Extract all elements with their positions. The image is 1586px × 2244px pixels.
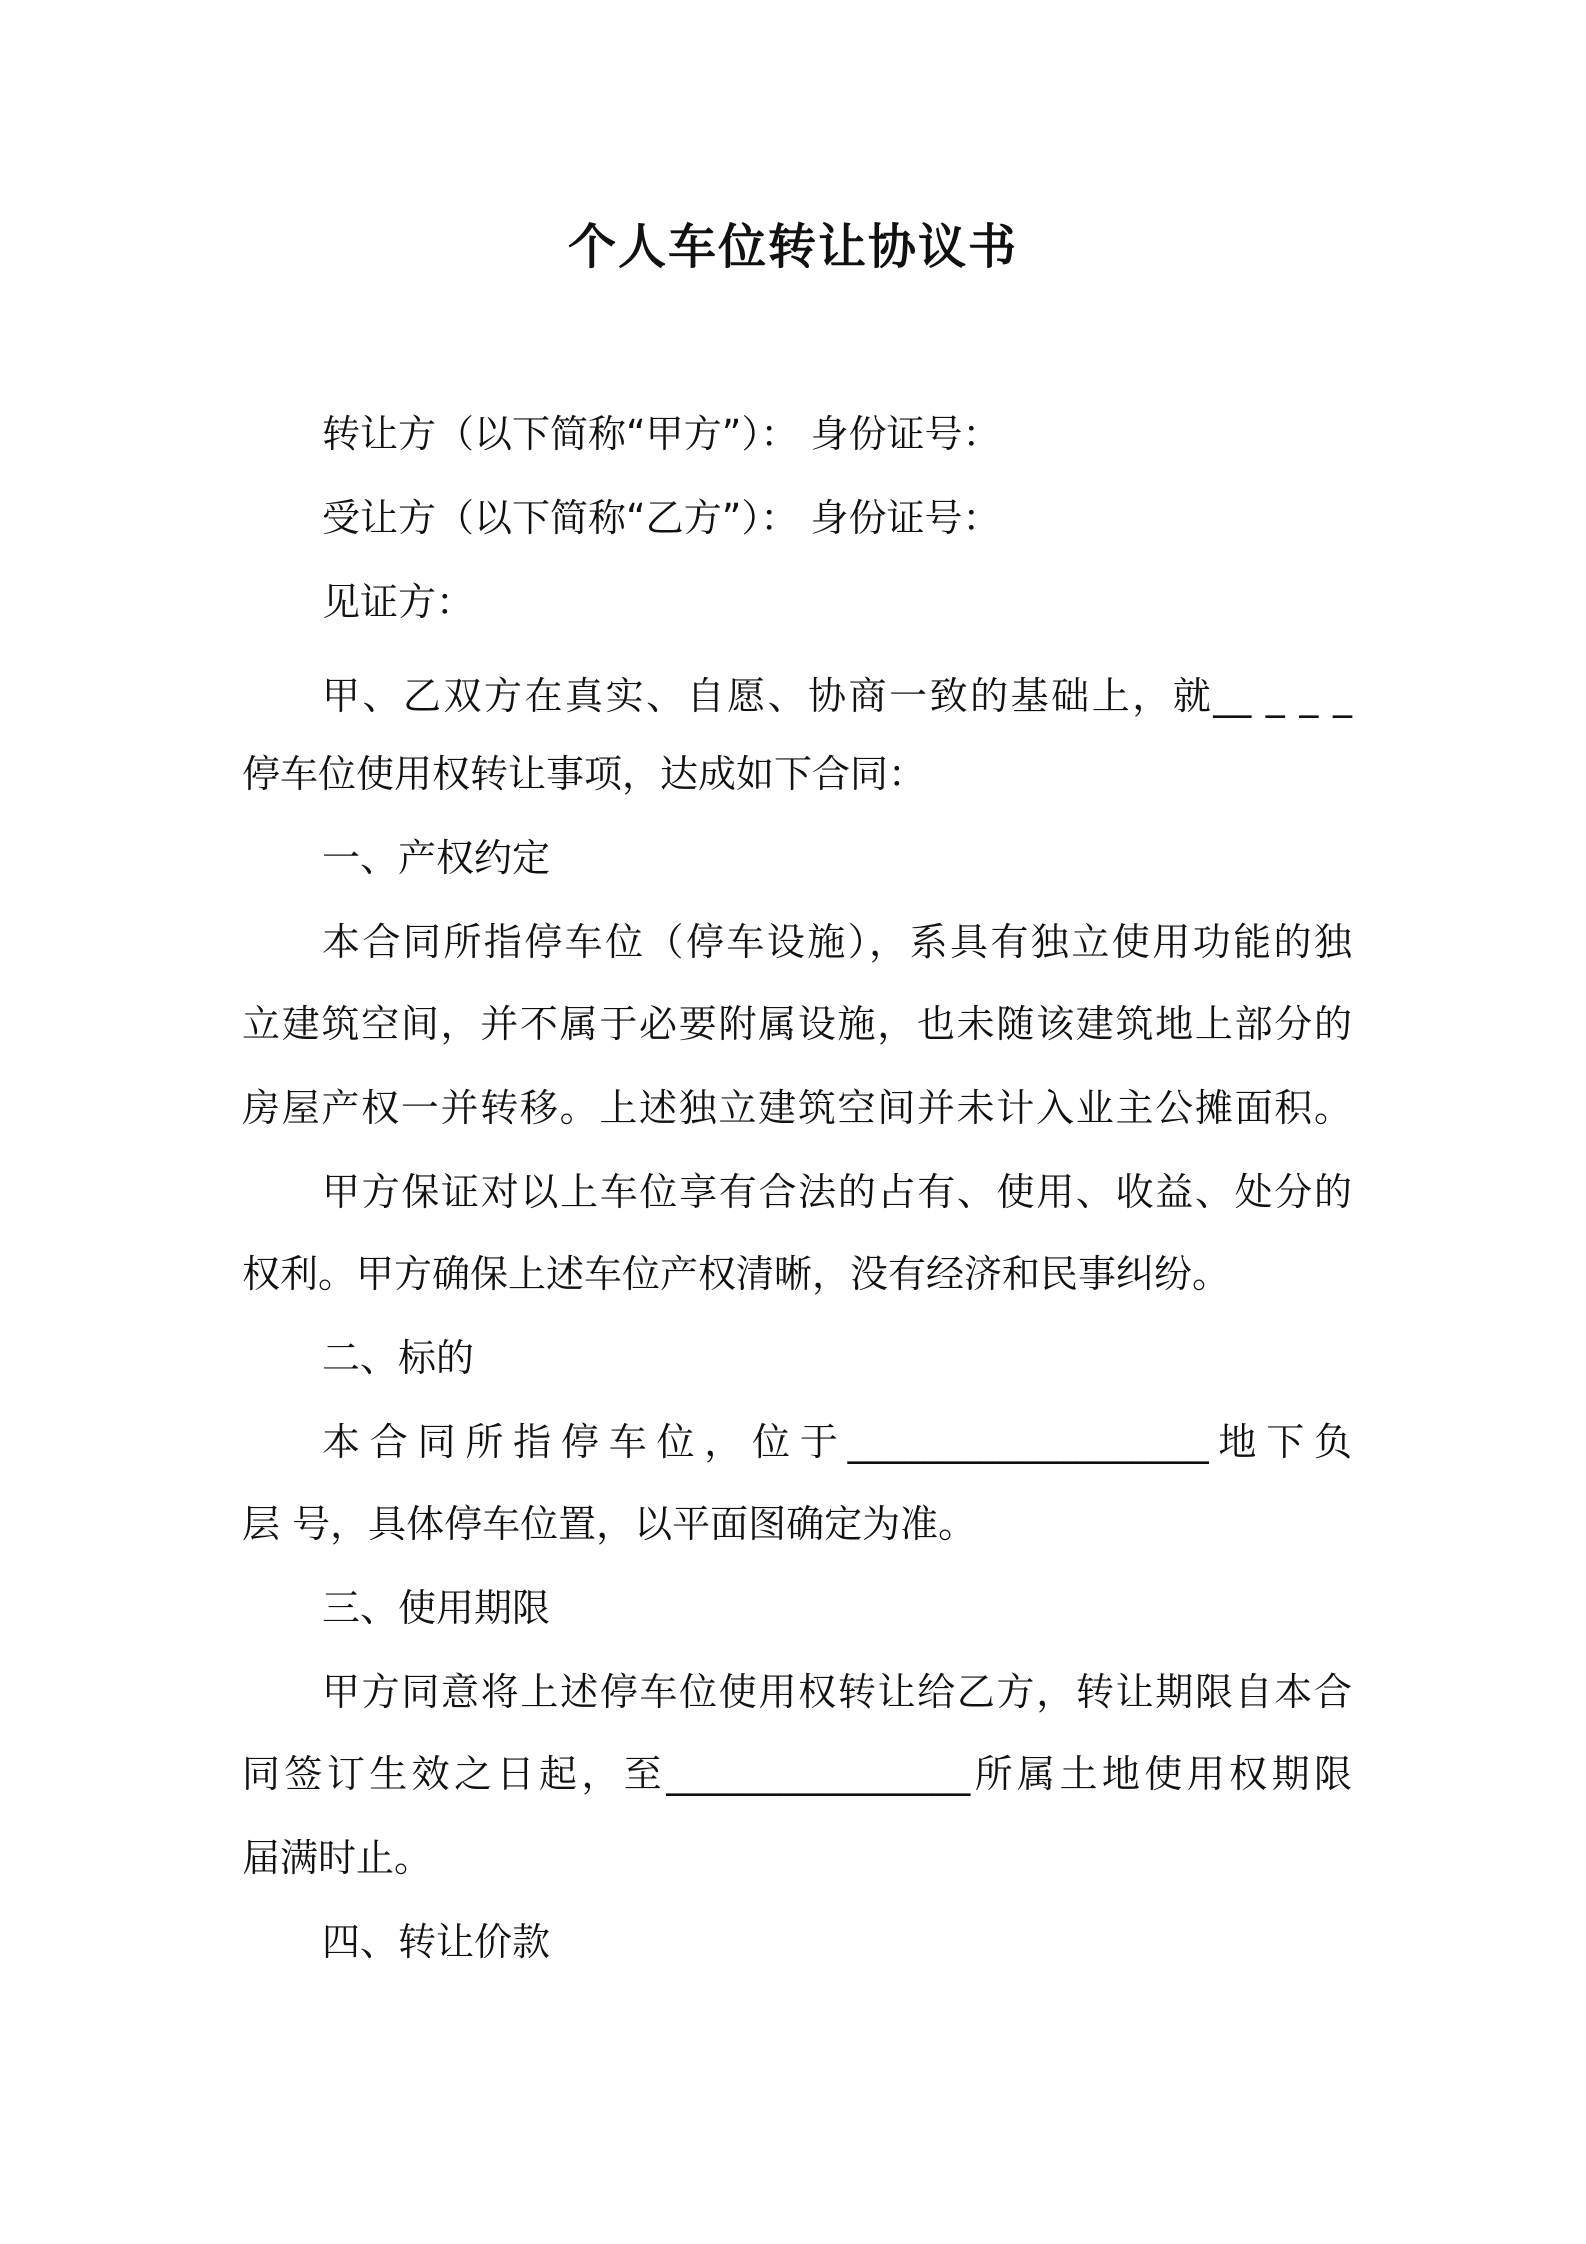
witness-line: 见证方： (322, 580, 475, 624)
party-b-line: 受让方（以下简称“乙方”）： 身份证号： (322, 496, 1001, 540)
document-title: 个人车位转让协议书 (567, 219, 1018, 275)
section-3-line-3: 届满时止。 (242, 1836, 433, 1880)
preamble-line-1: 甲、乙双方在真实、自愿、协商一致的基础上，就__ _ _ _ (322, 674, 1352, 718)
section-1-line-1: 本合同所指停车位（停车设施），系具有独立使用功能的独 (322, 920, 1352, 964)
preamble-line-2: 停车位使用权转让事项，达成如下合同： (242, 752, 927, 796)
party-a-line: 转让方（以下简称“甲方”）： 身份证号： (322, 412, 1001, 456)
section-heading-2: 二、标的 (322, 1336, 475, 1380)
section-2-line-2: 层 号，具体停车位置，以平面图确定为准。 (242, 1502, 977, 1546)
section-1-line-3: 房屋产权一并转移。上述独立建筑空间并未计入业主公摊面积。 (242, 1086, 1352, 1130)
section-1-line-5: 权利。甲方确保上述车位产权清晰，没有经济和民事纠纷。 (242, 1252, 1231, 1296)
section-heading-3: 三、使用期限 (322, 1586, 551, 1630)
section-heading-1: 一、产权约定 (322, 836, 551, 880)
section-heading-4: 四、转让价款 (322, 1920, 551, 1964)
section-1-line-2: 立建筑空间，并不属于必要附属设施，也未随该建筑地上部分的 (242, 1002, 1352, 1046)
section-3-line-1: 甲方同意将上述停车位使用权转让给乙方，转让期限自本合 (322, 1670, 1352, 1714)
section-3-line-2: 同签订生效之日起，至________________所属土地使用权期限 (242, 1752, 1352, 1796)
section-2-line-1: 本合同所指停车位，位于___________________地下负 (322, 1420, 1352, 1464)
section-1-line-4: 甲方保证对以上车位享有合法的占有、使用、收益、处分的 (322, 1170, 1352, 1214)
